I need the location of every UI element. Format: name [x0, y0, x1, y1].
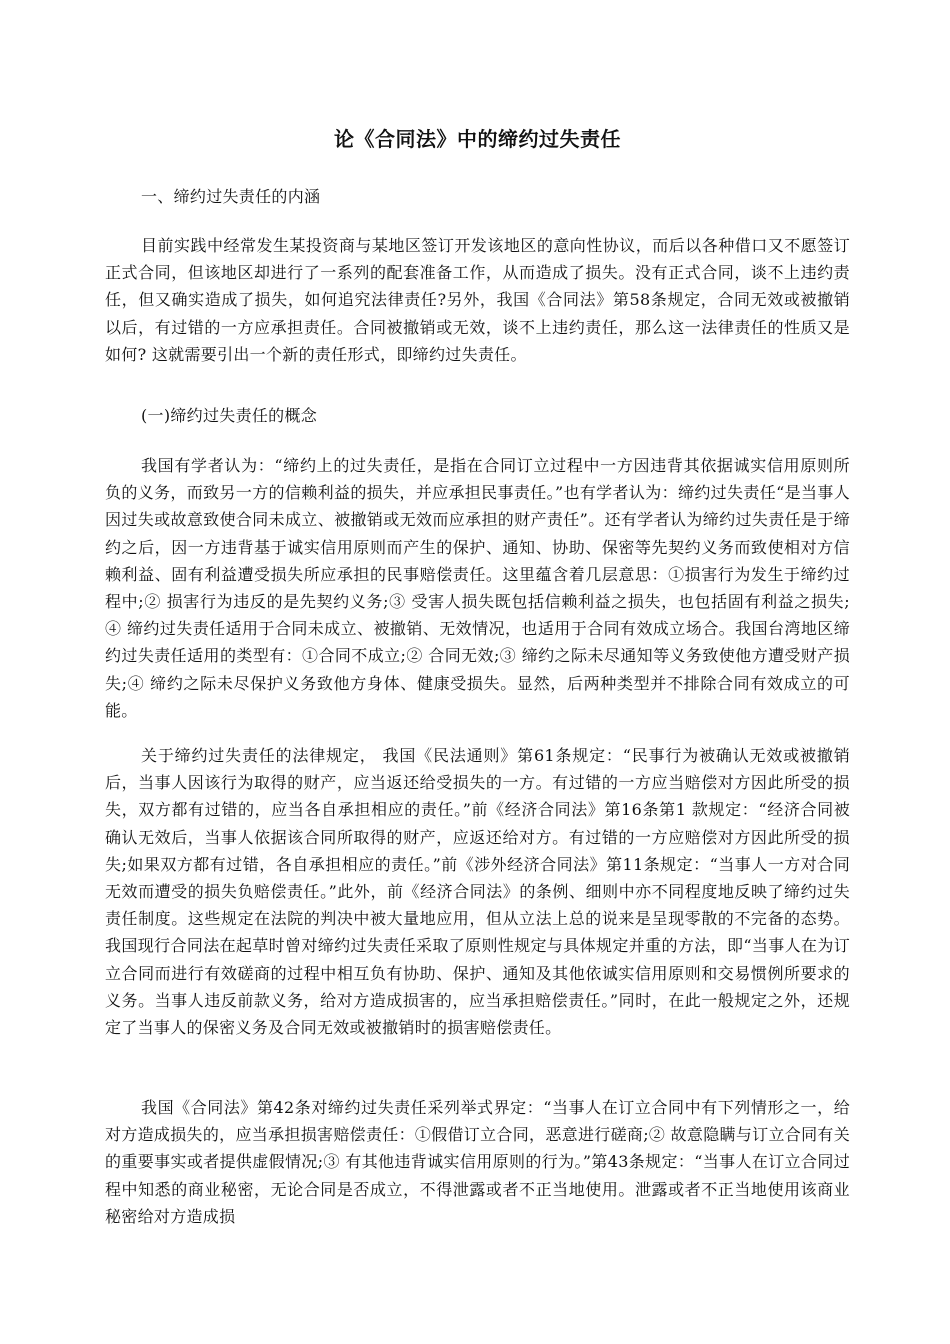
paragraph-4: 我国《合同法》第42条对缔约过失责任采列举式界定：“当事人在订立合同中有下列情形之一，给对方造成损失的，应当承担损害赔偿责任：①假借订立合同，恶意进行磋商;② 故意隐瞒与订立合同有关的重要事实或者提供虚假情况;③ 有其他违背诚实信用原则的行为。”第43条规定：“当事人在订立合同过程中知悉的商业秘密，无论合同是否成立，不得泄露或者不正当地使用。泄露或者不正当地使用该商业秘密给对方造成损 [105, 1098, 850, 1226]
paragraph-2: 我国有学者认为：“缔约上的过失责任，是指在合同订立过程中一方因违背其依据诚实信用原则所负的义务，而致另一方的信赖利益的损失，并应承担民事责任。”也有学者认为：缔约过失责任“是当事人因过失或故意致使合同未成立、被撤销或无效而应承担的财产责任”。还有学者认为缔约过失责任是于缔约之后，因一方违背基于诚实信用原则而产生的保护、通知、协助、保密等先契约义务而致使相对方信赖利益、固有利益遭受损失所应承担的民事赔偿责任。这里蕴含着几层意思：①损害行为发生于缔约过程中;② 损害行为违反的是先契约义务;③ 受害人损失既包括信赖利益之损失，也包括固有利益之损失;④ 缔约过失责任适用于合同未成立、被撤销、无效情况，也适用于合同有效成立场合。我国台湾地区缔约过失责任适用的类型有：①合同不成立;② 合同无效;③ 缔约之际未尽通知等义务致使他方遭受财产损失;④ 缔约之际未尽保护义务致他方身体、健康受损失。显然，后两种类型并不排除合同有效成立的可能。 [105, 456, 850, 720]
subsection-heading: (一)缔约过失责任的概念 [141, 406, 318, 425]
section-heading: 一、缔约过失责任的内涵 [141, 187, 321, 206]
paragraph-3: 关于缔约过失责任的法律规定， 我国《民法通则》第61条规定：“民事行为被确认无效或被撤销后，当事人因该行为取得的财产，应当返还给受损失的一方。有过错的一方应当赔偿对方因此所受的损失，双方都有过错的，应当各自承担相应的责任。”前《经济合同法》第16条第1 款规定：“经济合同被确认无效后，当事人依据该合同所取得的财产，应返还给对方。有过错的一方应赔偿对方因此所受的损失;如果双方都有过错，各自承担相应的责任。”前《涉外经济合同法》第11条规定：“当事人一方对合同无效而遭受的损失负赔偿责任。”此外，前《经济合同法》的条例、细则中亦不同程度地反映了缔约过失责任制度。这些规定在法院的判决中被大量地应用，但从立法上总的说来是呈现零散的不完备的态势。我国现行合同法在起草时曾对缔约过失责任采取了原则性规定与具体规定并重的方法，即“当事人在为订立合同而进行有效磋商的过程中相互负有协助、保护、通知及其他依诚实信用原则和交易惯例所要求的义务。当事人违反前款义务，给对方造成损害的，应当承担赔偿责任。”同时，在此一般规定之外，还规定了当事人的保密义务及合同无效或被撤销时的损害赔偿责任。 [105, 746, 850, 1038]
document-title: 论《合同法》中的缔约过失责任 [334, 127, 621, 151]
paragraph-1: 目前实践中经常发生某投资商与某地区签订开发该地区的意向性协议，而后以各种借口又不愿签订正式合同，但该地区却进行了一系列的配套准备工作，从而造成了损失。没有正式合同，谈不上违约责任，但又确实造成了损失，如何追究法律责任?另外，我国《合同法》第58条规定，合同无效或被撤销以后，有过错的一方应承担责任。合同被撤销或无效，谈不上违约责任，那么这一法律责任的性质又是如何? 这就需要引出一个新的责任形式，即缔约过失责任。 [105, 236, 850, 364]
